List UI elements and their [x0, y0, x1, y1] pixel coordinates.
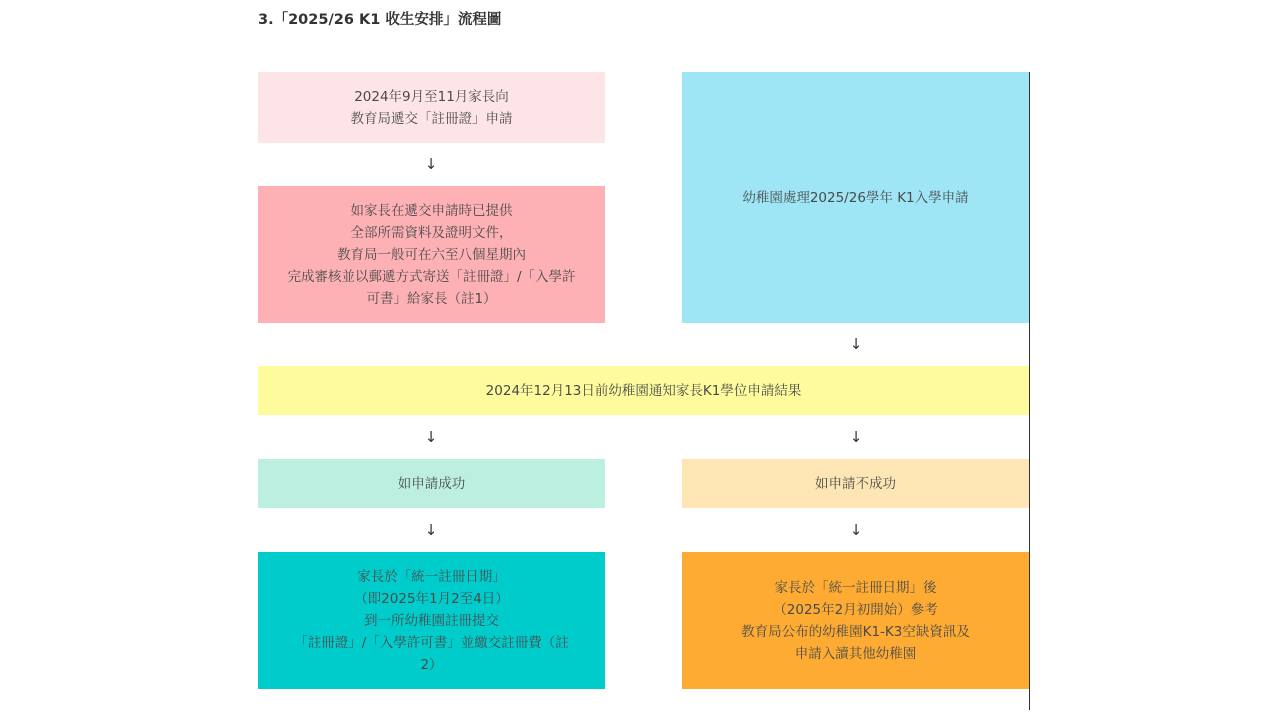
edb-processing-text: 如家長在遞交申請時已提供 全部所需資料及證明文件， 教育局一般可在六至八個星期內 完成審核並以郵遞方式寄送「註冊證」/「入學許 可書」給家長（註1） — [287, 202, 576, 307]
down-arrow-icon: ↓ — [424, 428, 438, 446]
application-success-text: 如申請成功 — [397, 475, 466, 492]
down-arrow-icon: ↓ — [424, 155, 438, 173]
down-arrow-icon: ↓ — [849, 335, 863, 353]
right-border-line — [1029, 72, 1030, 710]
result-notification-box — [258, 366, 1029, 415]
register-certificate-application-box — [258, 72, 605, 143]
apply-other-kindergarten-text: 家長於「統一註冊日期」後 （2025年2月初開始）參考 教育局公布的幼稚園K1-K3空缺資訊及 申請入讀其他幼稚園 — [741, 579, 970, 662]
register-certificate-application-text: 2024年9月至11月家長向 教育局遞交「註冊證」申請 — [350, 88, 513, 127]
apply-other-kindergarten-box — [682, 552, 1029, 689]
result-notification-text: 2024年12月13日前幼稚園通知家長K1學位申請結果 — [485, 382, 802, 399]
down-arrow-icon: ↓ — [424, 521, 438, 539]
unified-registration-text: 家長於「統一註冊日期」 （即2025年1月2至4日） 到一所幼稚園註冊提交 「註冊證」/「入學許可書」並繳交註冊費（註 2） — [294, 568, 569, 673]
application-unsuccessful-box — [682, 459, 1029, 508]
application-success-box — [258, 459, 605, 508]
kindergarten-processing-text: 幼稚園處理2025/26學年 K1入學申請 — [742, 189, 969, 206]
application-unsuccessful-text: 如申請不成功 — [815, 475, 896, 492]
down-arrow-icon: ↓ — [849, 521, 863, 539]
down-arrow-icon: ↓ — [849, 428, 863, 446]
page-title: 3.「2025/26 K1 收生安排」流程圖 — [258, 12, 502, 28]
edb-processing-box — [258, 186, 605, 323]
kindergarten-processing-box — [682, 72, 1029, 323]
unified-registration-box — [258, 552, 605, 689]
